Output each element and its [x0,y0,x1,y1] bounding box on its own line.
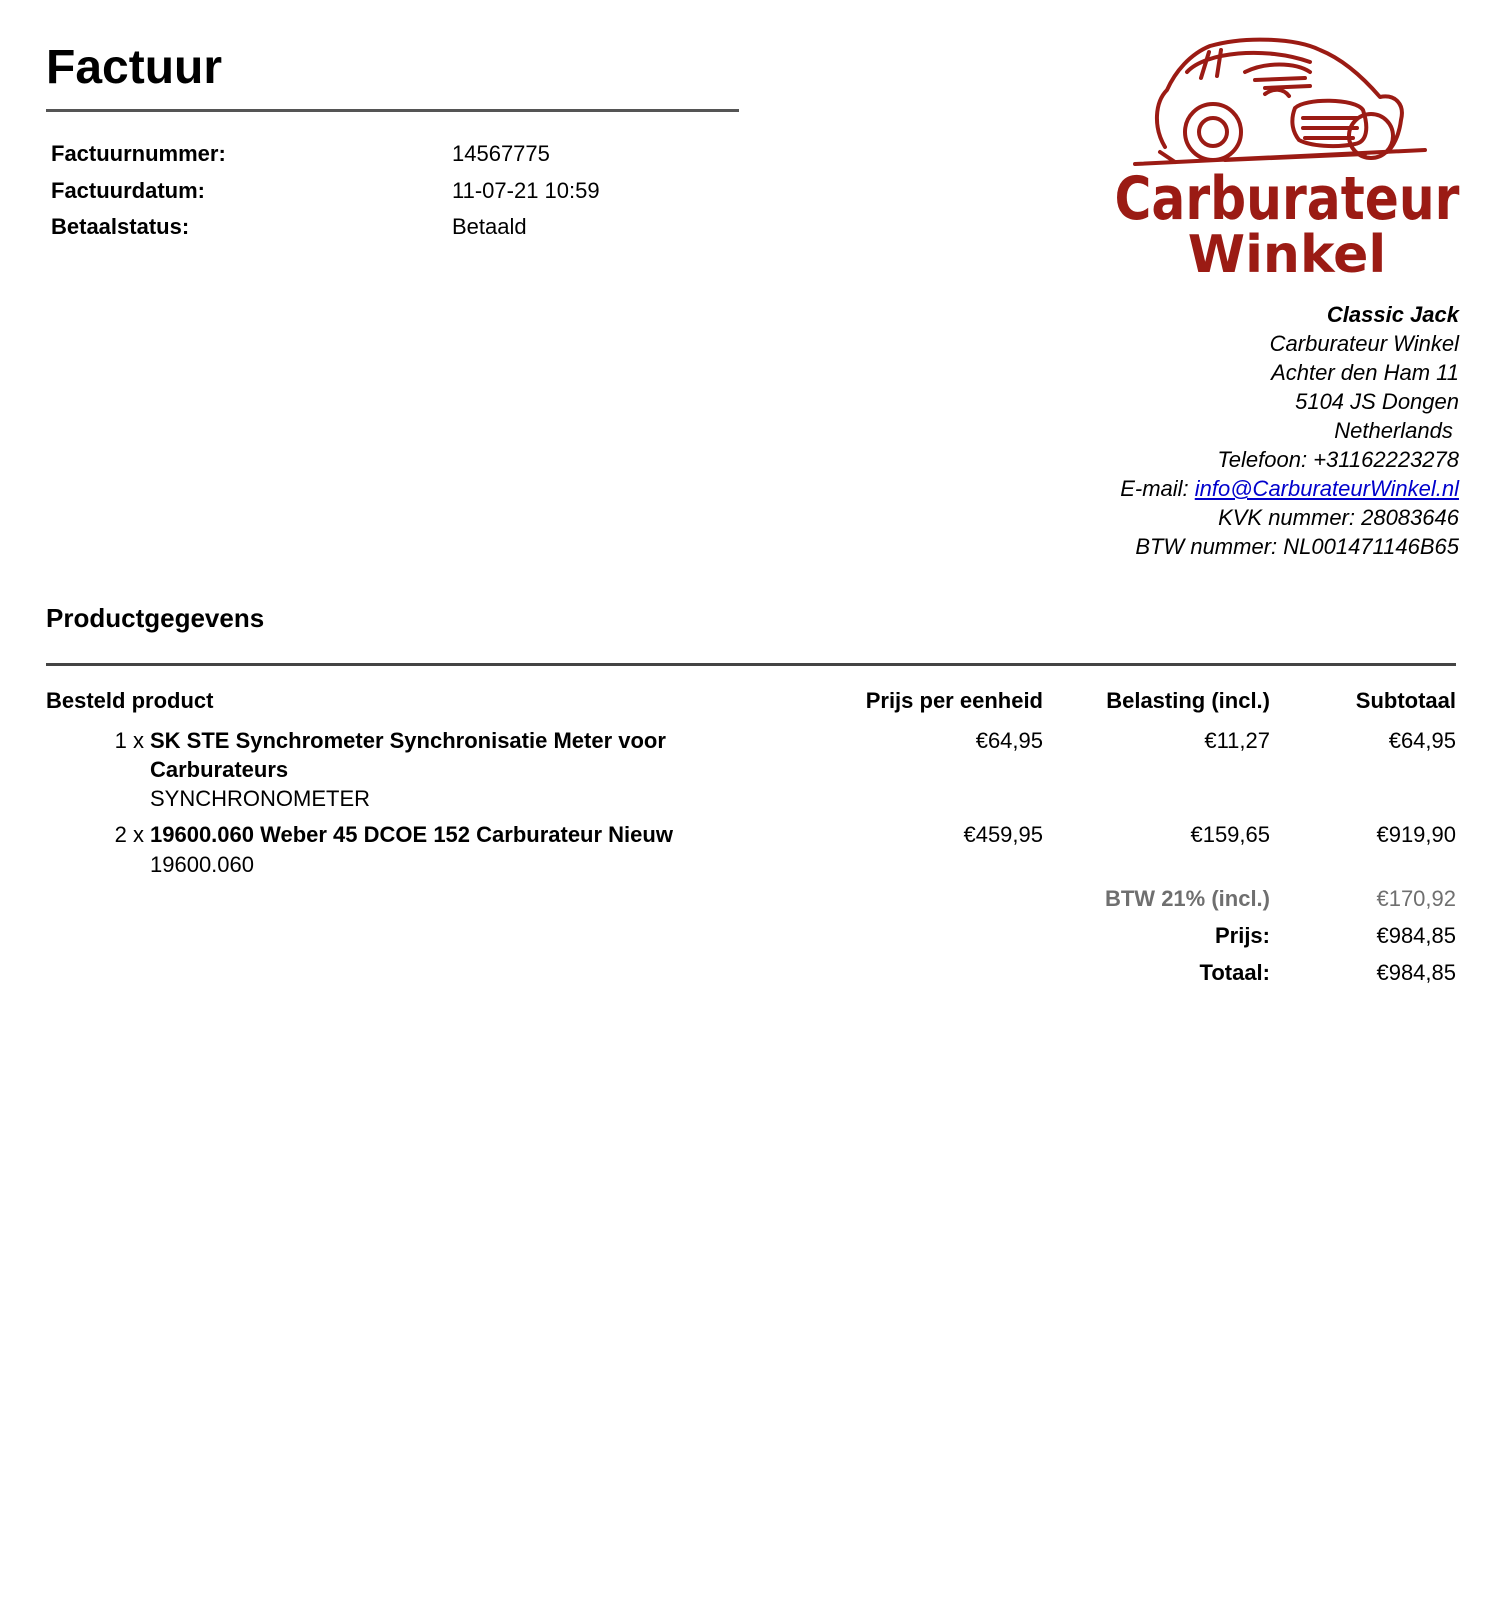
seller-kvk: KVK nummer: 28083646 [1218,505,1459,530]
invoice-number-label: Factuurnummer: [51,141,226,166]
item-1-subtotal: €64,95 [1388,728,1456,753]
header-product: Besteld product [46,688,214,713]
invoice-date-label: Factuurdatum: [51,178,205,203]
item-2-subtotal: €919,90 [1376,822,1456,847]
seller-name: Classic Jack [1326,302,1459,327]
grand-total-value: €984,85 [1376,960,1456,985]
vat-total-label: BTW 21% (incl.) [1104,886,1270,911]
item-2-qty: 2 x [114,822,144,847]
grand-total-label: Totaal: [1199,960,1270,985]
header-unit-price: Prijs per eenheid [865,688,1043,713]
item-1-tax: €11,27 [1204,728,1270,753]
price-total-label: Prijs: [1214,923,1270,948]
seller-email-link[interactable]: info@CarburateurWinkel.nl [1194,476,1459,501]
item-2-sku: 19600.060 [150,852,254,877]
item-1-qty: 1 x [114,728,144,753]
price-total-value: €984,85 [1376,923,1456,948]
item-1-sku: SYNCHRONOMETER [150,786,371,811]
header-tax: Belasting (incl.) [1106,688,1270,713]
seller-email-label: E-mail: [1120,476,1195,501]
logo-text-winkel: Winkel [1187,225,1387,285]
invoice-number-value: 14567775 [452,141,550,166]
seller-address [939,300,1459,561]
item-2-name-line1: 19600.060 Weber 45 DCOE 152 Carburateur Nieuw [150,822,673,847]
item-2-tax: €159,65 [1190,822,1270,847]
payment-status-label: Betaalstatus: [51,214,190,239]
payment-status-value: Betaald [452,214,527,239]
seller-company: Carburateur Winkel [1269,331,1459,356]
title-divider [46,109,739,112]
header-subtotal: Subtotaal [1355,688,1456,713]
item-1-unit-price: €64,95 [975,728,1043,753]
carburateur-winkel-logo [1105,32,1470,285]
products-section-title: Productgegevens [46,603,265,633]
item-1-name-line1: SK STE Synchrometer Synchronisatie Meter voor [150,728,666,753]
invoice-title: Factuur [46,41,223,94]
item-2-unit-price: €459,95 [963,822,1043,847]
products-divider [46,663,1456,666]
invoice-date-value: 11-07-21 10:59 [452,178,600,203]
seller-phone: Telefoon: +31162223278 [1217,447,1459,472]
seller-country: Netherlands [1334,418,1459,443]
seller-street: Achter den Ham 11 [1271,360,1459,385]
seller-city: 5104 JS Dongen [1295,389,1459,414]
vat-total-value: €170,92 [1376,886,1456,911]
item-1-name-line2: Carburateurs [150,757,289,782]
logo-text-carburateur: Carburateur [1114,164,1460,234]
seller-btw: BTW nummer: NL001471146B65 [1135,534,1459,559]
seller-email-line [939,474,1459,503]
car-outline-icon [1135,40,1425,164]
